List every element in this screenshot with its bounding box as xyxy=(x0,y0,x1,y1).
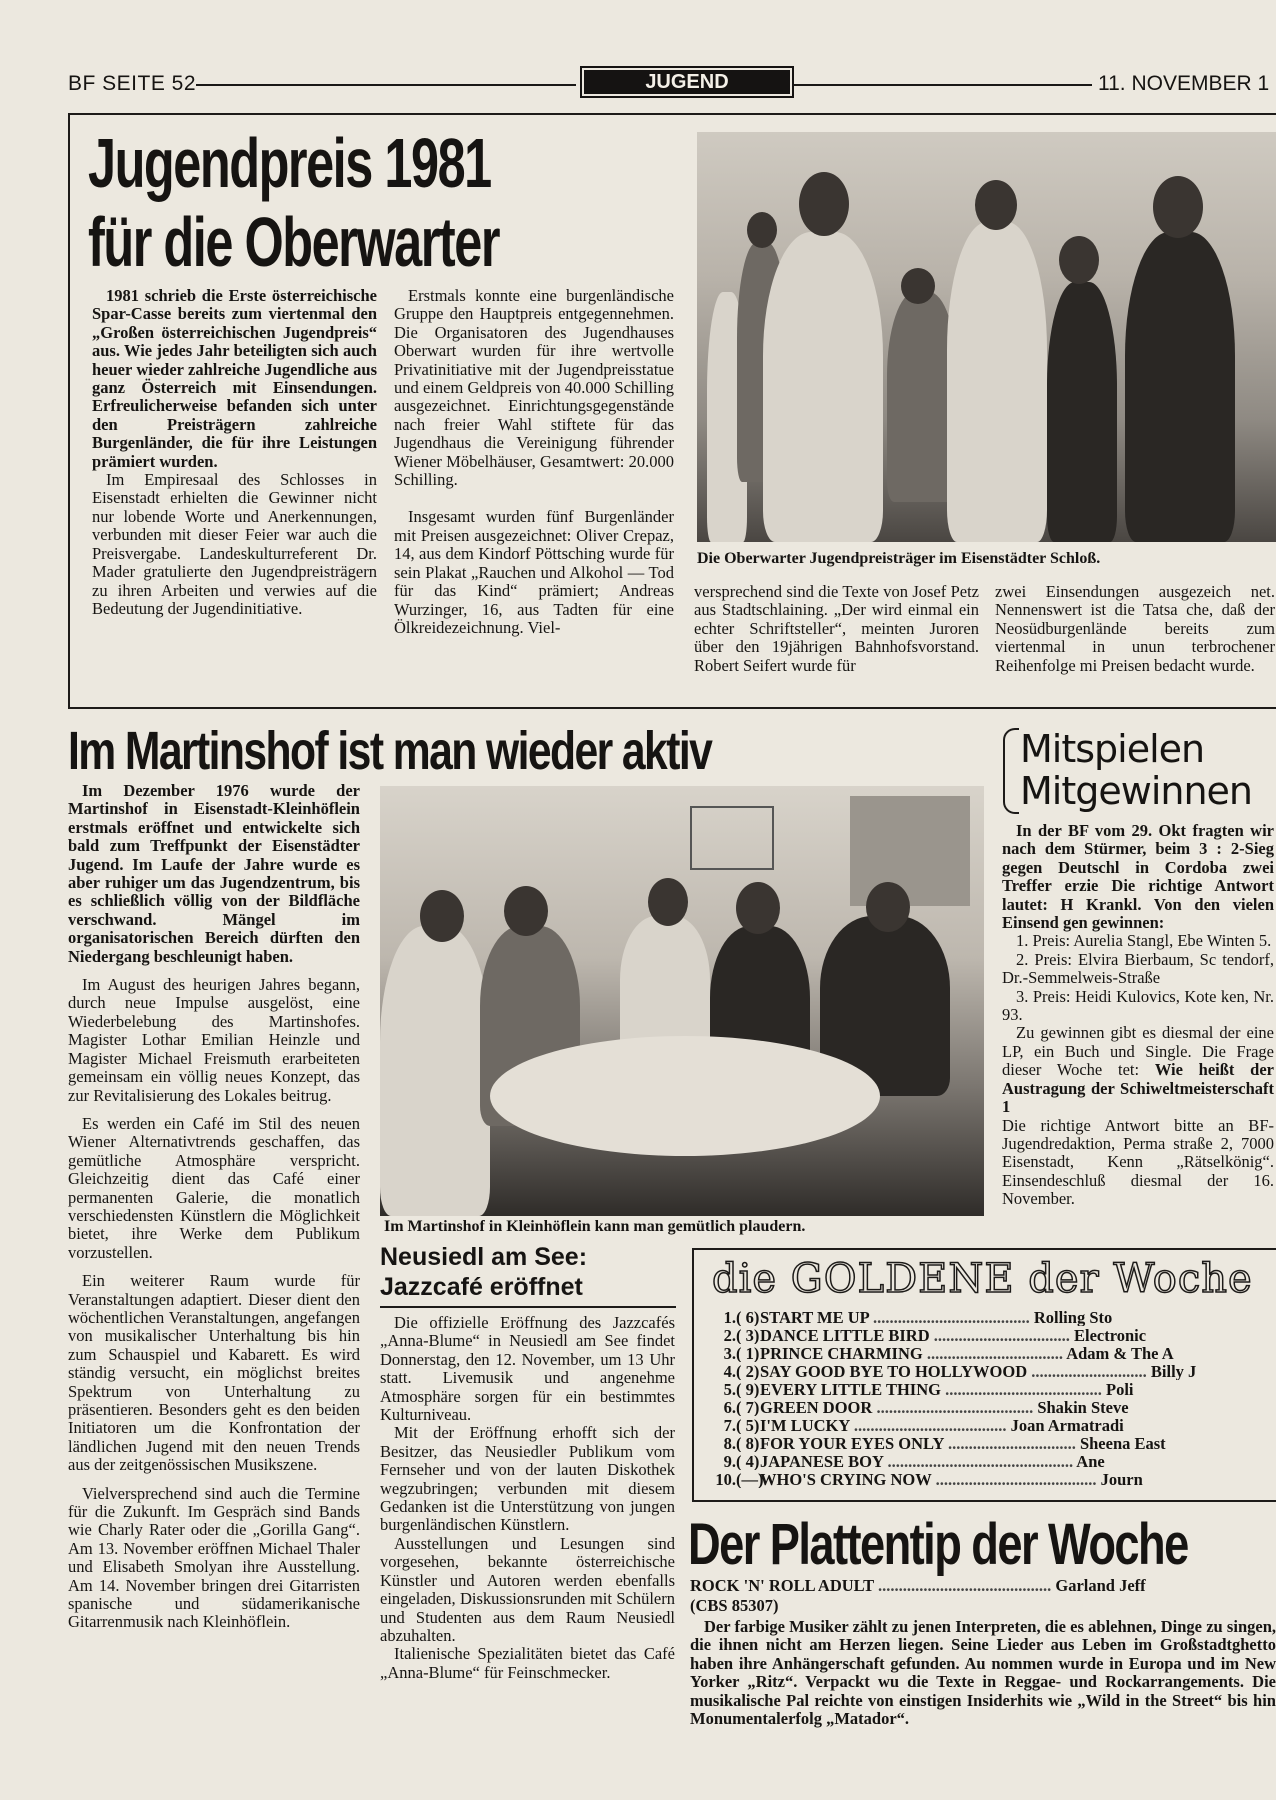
chart-leader-dots: ................................. xyxy=(929,1326,1074,1344)
jugendpreis-paragraph-5: versprechend sind die Texte von Josef Petz aus Stadtschlaining. „Der wird einmal ein echter Schriftsteller“, meinten Juroren über den 19jährigen Bahnhofsvorstand. Robert Seifert wurde für xyxy=(694,582,979,675)
jugendpreis-paragraph-2: Im Empiresaal des Schlosses in Eisenstadt erhielten die Gewinner nicht nur lobende Worte und Anerkennungen, verbunden mit dieser Feier war auch die Preisvergabe. Landeskulturreferent Dr. Mader gratulierte den Jugendpreisträgern zu ihren Arbeiten und verwies auf die Bedeutung der Jugendinitiative. xyxy=(92,470,377,618)
chart-row xyxy=(710,1362,1276,1380)
chart-row xyxy=(710,1434,1276,1452)
neusiedl-title-1: Neusiedl am See: xyxy=(380,1243,588,1271)
neusiedl-column xyxy=(380,1314,675,1682)
jugendpreis-title-1: Jugendpreis 1981 xyxy=(88,124,491,202)
martinshof-paragraph-4: Ein weiterer Raum wurde für Veranstaltungen adaptiert. Dieser dient den wöchentlichen Veranstaltungen, angefangen von musikalischer Unterhaltung bis hin zum Schauspiel und Kabarett. Es wird ständig versucht, ein möglichst breites Spektrum von Unterhaltung zu präsentieren. Besonders geht es den beiden Initiatoren um die Konfrontation der ländlichen Jugend mit den neuen Trends aus der zeitgenössischen Musikszene. xyxy=(68,1271,360,1475)
mitspielen-title-2: Mitgewinnen xyxy=(1020,769,1253,813)
chart-previous-rank: ( 6) xyxy=(736,1308,760,1326)
chart-previous-rank: ( 4) xyxy=(736,1452,760,1470)
neusiedl-paragraph-1: Die offizielle Eröffnung des Jazzcafés „Anna-Blume“ in Neusiedl am See findet Donnerstag, den 12. November, um 13 Uhr statt. Livemusik und angenehme Atmosphäre sorgen für ein bestimmtes Kulturniveau. xyxy=(380,1313,675,1425)
jugendpreis-paragraph-3: Erstmals konnte eine burgenländische Gruppe den Hauptpreis entgegennehmen. Die Organisatoren des Jugendhauses Oberwart wurden für ihre wertvolle Privatinitiative mit der Jugendpreisstatue und einem Geldpreis von 40.000 Schilling ausgezeichnet. Einrichtungsgegenstände nach freier Wahl stiftete für das Jugendhaus die Vereinigung führender Wiener Möbelhäuser, Gesamtwert: 20.000 Schilling. xyxy=(394,286,674,490)
neusiedl-rule xyxy=(380,1306,676,1308)
mitspielen-question: Wie heißt der Austragung der Schiweltmeisterschaft 1 xyxy=(1002,1060,1274,1117)
jugendpreis-paragraph-6: zwei Einsendungen ausgezeich net. Nennenswert ist die Tatsa che, daß der Neosüdburgenlände bereits zum viertenmal in unun terbrochener Reihenfolge mi Preisen bedacht wurde. xyxy=(995,583,1275,675)
martinshof-column-1 xyxy=(68,782,360,1632)
plattentip-record-line: ROCK 'N' ROLL ADULT .......................................... Garland Jeff xyxy=(690,1576,1146,1595)
mitspielen-lead: In der BF vom 29. Okt fragten wir nach dem Stürmer, beim 3 : 2-Sieg gegen Deutschl in Cordoba zwei Treffer erzie Die richtige Antwort lautet: H Krankl. Von den vielen Einsend gen gewinnen: xyxy=(1002,822,1274,933)
chart-row xyxy=(710,1380,1276,1398)
chart-leader-dots: ..................................... xyxy=(849,1416,1011,1434)
chart-leader-dots: ............................... xyxy=(943,1434,1080,1452)
chart-song-title: JAPANESE BOY xyxy=(760,1452,884,1470)
chart-rank: 10. xyxy=(715,1470,736,1488)
mitspielen-title-1: Mitspielen xyxy=(1020,727,1205,771)
martinshof-paragraph-2: Im August des heurigen Jahres begann, durch neue Impulse ausgelöst, eine Wiederbelebung des Martinshofes. Magister Lothar Emilian Heinzle und Magister Michael Freismuth erarbeiteten gemeinsam ein völlig neues Konzept, das zur Revitalisierung des Lokales beitrug. xyxy=(68,975,360,1105)
chart-leader-dots: ...................................... xyxy=(940,1380,1106,1398)
chart-song-title: EVERY LITTLE THING xyxy=(760,1380,941,1398)
chart-artist: Billy J xyxy=(1150,1362,1197,1380)
chart-leader-dots: ............................ xyxy=(1027,1362,1151,1380)
issue-date: 11. NOVEMBER 1 xyxy=(1098,72,1270,95)
chart-row xyxy=(710,1326,1276,1344)
chart-rank: 1. xyxy=(723,1308,736,1326)
chart-rank: 2. xyxy=(723,1326,736,1344)
jugendpreis-lead: 1981 schrieb die Erste österreichische Spar-Casse bereits zum viertenmal den „Großen österreichischen Jugendpreis“ aus. Wie jedes Jahr beteiligten sich auch heuer wieder zahlreiche Jugendliche aus ganz Österreich mit Einsendungen. Erfreulicherweise befanden sich unter den Preisträgern zahlreiche Burgenländer, die für ihre Leistungen prämiert wurden. xyxy=(92,286,377,471)
plattentip-label: (CBS 85307) xyxy=(690,1596,779,1615)
chart-leader-dots: ............................................. xyxy=(883,1452,1077,1470)
chart-artist: Journ xyxy=(1100,1470,1143,1488)
chart-artist: Poli xyxy=(1105,1380,1134,1398)
header-rule-right xyxy=(794,84,1092,86)
chart-rank: 4. xyxy=(723,1362,736,1380)
chart-previous-rank: ( 7) xyxy=(736,1398,760,1416)
chart-previous-rank: ( 3) xyxy=(736,1326,760,1344)
chart-song-title: START ME UP xyxy=(760,1308,869,1326)
chart-leader-dots: ....................................... xyxy=(931,1470,1101,1488)
chart-row xyxy=(710,1398,1276,1416)
jugendpreis-column-3 xyxy=(694,583,979,675)
chart-artist: Rolling Sto xyxy=(1033,1308,1113,1326)
header-rule-left xyxy=(196,84,576,86)
chart-artist: Ane xyxy=(1076,1452,1105,1470)
chart-rank: 9. xyxy=(723,1452,736,1470)
mitspielen-prize-2: 2. Preis: Elvira Bierbaum, Sc tendorf, Dr.-Semmelweis-Straße xyxy=(1002,949,1274,988)
chart-song-title: FOR YOUR EYES ONLY xyxy=(760,1434,944,1452)
mitspielen-body: Zu gewinnen gibt es diesmal der eine LP, ein Buch und Single. Die Frage dieser Woche tet: xyxy=(1002,1023,1274,1080)
chart-leader-dots: ................................. xyxy=(922,1344,1067,1362)
neusiedl-paragraph-3: Ausstellungen und Lesungen sind vorgesehen, bekannte österreichische Künstler und Autoren werden ebenfalls eingeladen, Diskussionsrunden mit Schülern und Studenten aus dem Raum Neusiedl abzuhalten. xyxy=(380,1533,675,1645)
neusiedl-title-2: Jazzcafé eröffnet xyxy=(380,1273,583,1301)
chart-row xyxy=(710,1344,1276,1362)
mitspielen-column xyxy=(1002,822,1274,1238)
neusiedl-paragraph-2: Mit der Eröffnung erhofft sich der Besitzer, das Neusiedler Publikum vom Fernseher und von der lauten Diskothek wegzubringen; verbunden mit diesem Gedanken ist die Unterstützung von jungen burgenländischen Künstlern. xyxy=(380,1423,675,1535)
chart-rank: 5. xyxy=(723,1380,736,1398)
chart-artist: Joan Armatradi xyxy=(1010,1416,1124,1434)
plattentip-artist: Garland Jeff xyxy=(1055,1576,1146,1595)
chart-rank: 3. xyxy=(723,1344,736,1362)
chart-previous-rank: (—) xyxy=(736,1470,764,1488)
jugendpreis-title-2: für die Oberwarter xyxy=(88,203,499,281)
martinshof-photo-caption: Im Martinshof in Kleinhöflein kann man gemütlich plaudern. xyxy=(384,1218,806,1235)
chart-song-title: WHO'S CRYING NOW xyxy=(760,1470,932,1488)
chart-previous-rank: ( 9) xyxy=(736,1380,760,1398)
jugendpreis-column-1 xyxy=(92,287,377,618)
chart-rank: 7. xyxy=(723,1416,736,1434)
chart-leader-dots: ...................................... xyxy=(872,1398,1038,1416)
chart-song-title: DANCE LITTLE BIRD xyxy=(760,1326,930,1344)
plattentip-text: Der farbige Musiker zählt zu jenen Interpreten, die es ablehnen, Dinge zu singen, die ihnen nicht am Herzen liegen. Seine Lieder aus Leben im Großstadtghetto haben ihre Anhängerschaft gefunden. Au nommen wurde in Europa und im New Yorker „Ritz“. Verpackt wu die Texte in Reggae- und Rockarrangements. Die musikalische Pal reichte von einstigen Insiderhits wie „Wild in the Street“ bis hin Monumentalerfolg „Matador“. xyxy=(690,1618,1276,1729)
mitspielen-prize-3: 3. Preis: Heidi Kulovics, Kote ken, Nr. 93. xyxy=(1002,986,1274,1025)
martinshof-paragraph-3: Es werden ein Café im Stil des neuen Wiener Alternativtrends geschaffen, das gemütliche Atmosphäre verspricht. Gleichzeitig dient das Café einer permanenten Galerie, die monatlich verschiedensten Künstlern die Möglichkeit bietet, ihre Werke dem Publikum vorzustellen. xyxy=(68,1113,360,1262)
chart-song-title: GREEN DOOR xyxy=(760,1398,873,1416)
martinshof-lead: Im Dezember 1976 wurde der Martinshof in Eisenstadt-Kleinhöflein erstmals eröffnet und entwickelte sich bald zum Treffpunkt der Eisenstädter Jugend. Im Laufe der Jahre wurde es aber ruhiger um das Jugendzentrum, bis es schließlich völlig von der Bildfläche verschwand. Mängel im organisatorischen Bereich dürften den Niedergang beschleunigt haben. xyxy=(68,781,360,966)
page-number: BF SEITE 52 xyxy=(68,72,197,95)
chart-rank: 6. xyxy=(723,1398,736,1416)
chart-artist: Electronic xyxy=(1074,1326,1147,1344)
plattentip-title: Der Plattentip der Woche xyxy=(688,1512,1188,1577)
jugendpreis-column-2 xyxy=(394,287,674,637)
jugendpreis-paragraph-4: Insgesamt wurden fünf Burgenländer mit Preisen ausgezeichnet: Oliver Crepaz, 14, aus dem Kindorf Pöttsching wurde für sein Plakat „Rauchen und Alkohol — Tod für das Kind“ prämiert; Andreas Wurzinger, 16, aus Tadten für eine Ölkreidezeichnung. Viel- xyxy=(394,507,674,637)
jugendpreis-photo-caption: Die Oberwarter Jugendpreisträger im Eisenstädter Schloß. xyxy=(697,550,1101,567)
chart-artist: Shakin Steve xyxy=(1037,1398,1129,1416)
chart-song-title: PRINCE CHARMING xyxy=(760,1344,923,1362)
mitspielen-tail: Die richtige Antwort bitte an BF-Jugendredaktion, Perma straße 2, 7000 Eisenstadt, Kenn „Rätselkönig“. Einsendeschluß diesmal der 16. November. xyxy=(1002,1115,1274,1209)
chart-row xyxy=(710,1308,1276,1326)
goldene-title: die GOLDENE der Woche xyxy=(712,1256,1253,1302)
chart-artist: Adam & The A xyxy=(1066,1344,1174,1362)
chart-leader-dots: ...................................... xyxy=(868,1308,1034,1326)
mitspielen-prize-1: 1. Preis: Aurelia Stangl, Ebe Winten 5. xyxy=(1016,931,1272,951)
chart-artist: Sheena East xyxy=(1079,1434,1166,1452)
plattentip-column xyxy=(690,1618,1276,1728)
chart-previous-rank: ( 1) xyxy=(736,1344,760,1362)
jugendpreis-photo xyxy=(697,132,1276,542)
martinshof-paragraph-5: Vielversprechend sind auch die Termine für die Zukunft. Im Gespräch sind Bands wie Charly Rater oder die „Gorilla Gang“. Am 13. November eröffnen Michael Thaler und Elisabeth Smolyan ihre Ausstellung. Am 14. November bringen drei Gitarristen spanische und südamerikanische Gitarrenmusik nach Kleinhöflein. xyxy=(68,1483,360,1632)
jugendpreis-column-4 xyxy=(995,583,1275,675)
chart-row xyxy=(710,1416,1276,1434)
chart-rank: 8. xyxy=(723,1434,736,1452)
chart-previous-rank: ( 8) xyxy=(736,1434,760,1452)
chart-song-title: I'M LUCKY xyxy=(760,1416,850,1434)
chart-previous-rank: ( 2) xyxy=(736,1362,760,1380)
chart-row xyxy=(710,1470,1276,1488)
martinshof-photo xyxy=(380,786,984,1216)
mitspielen-bracket xyxy=(1003,728,1019,814)
neusiedl-paragraph-4: Italienische Spezialitäten bietet das Café „Anna-Blume“ für Feinschmecker. xyxy=(380,1644,675,1682)
chart-row xyxy=(710,1452,1276,1470)
plattentip-record: ROCK 'N' ROLL ADULT xyxy=(690,1576,874,1595)
chart-previous-rank: ( 5) xyxy=(736,1416,760,1434)
section-label: JUGEND xyxy=(580,66,794,98)
martinshof-title: Im Martinshof ist man wieder aktiv xyxy=(68,721,712,781)
chart-song-title: SAY GOOD BYE TO HOLLYWOOD xyxy=(760,1362,1028,1380)
